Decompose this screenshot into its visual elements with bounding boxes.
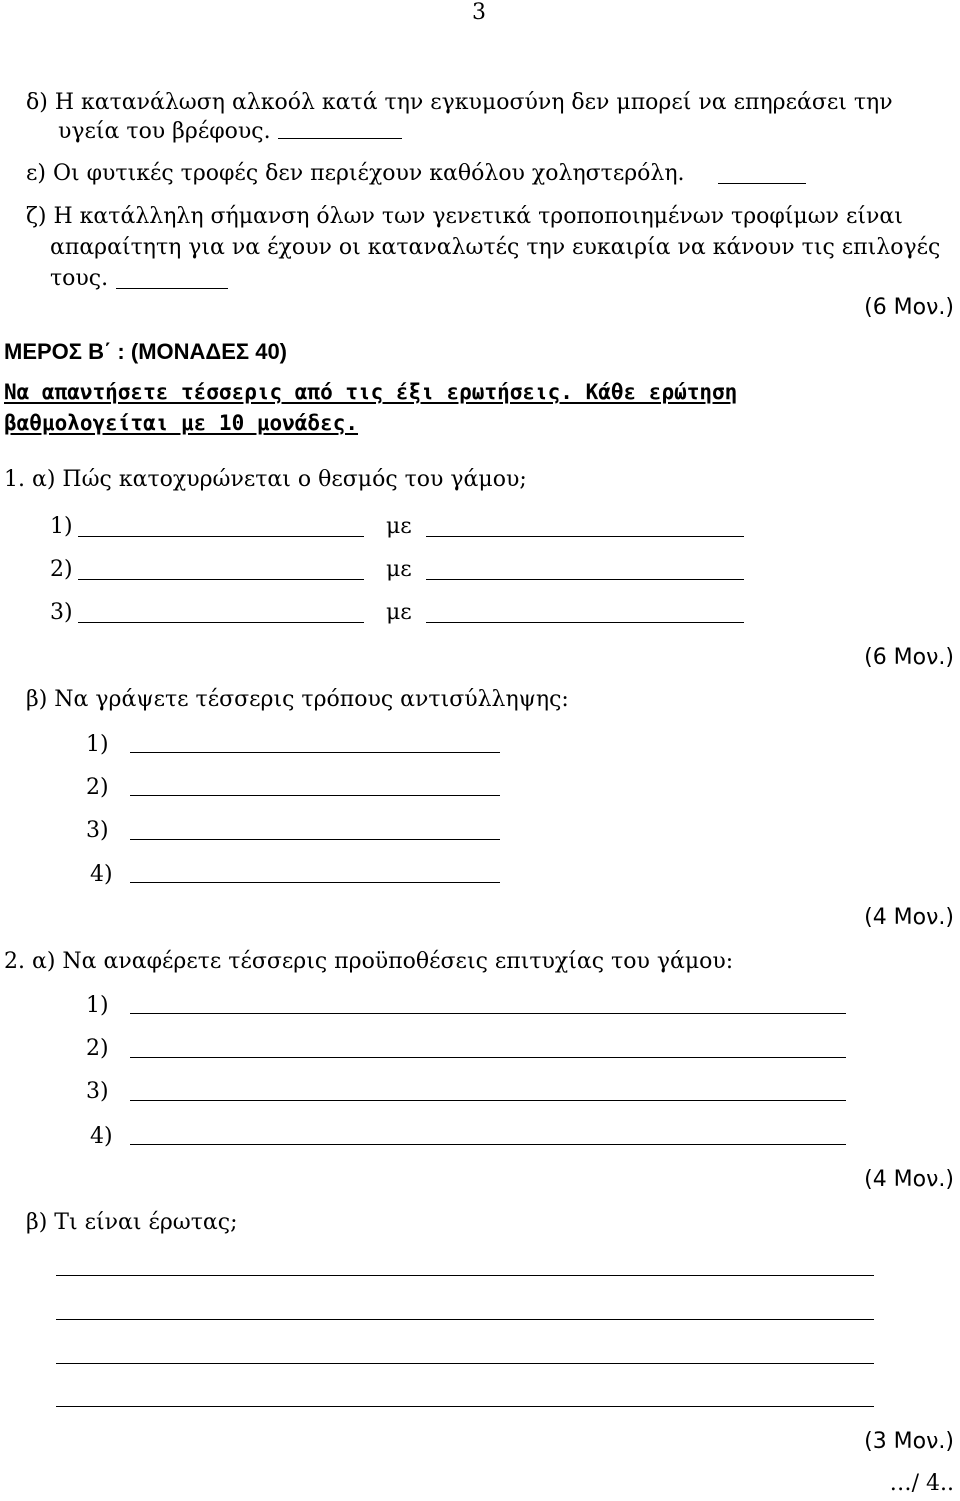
part-b-title: ΜΕΡΟΣ Β΄ : (ΜΟΝΑΔΕΣ 40) (4, 339, 288, 364)
q2b-answer-line-3[interactable] (56, 1363, 874, 1364)
part-b-instruction-line1: Να απαντήσετε τέσσερις από τις έξι ερωτήσεις. Κάθε ερώτηση (4, 380, 738, 404)
q2a-item4-blank[interactable] (130, 1144, 846, 1145)
q1a-item2-blank-left[interactable] (78, 579, 364, 580)
statement-d-line2: υγεία του βρέφους. (58, 119, 271, 144)
marks-q2b: (3 Μον.) (864, 1429, 954, 1454)
q1b-item1-blank[interactable] (130, 752, 500, 753)
q2b-answer-line-1[interactable] (56, 1275, 874, 1276)
statement-z-line2: απαραίτητη για να έχουν οι καταναλωτές την ευκαιρία να κάνουν τις επιλογές (50, 235, 941, 260)
q2b-answer-line-2[interactable] (56, 1319, 874, 1320)
statement-z-line3: τους. (50, 266, 109, 291)
statement-d-line1: δ) Η κατανάλωση αλκοόλ κατά την εγκυμοσύνη δεν μπορεί να επηρεάσει την (26, 90, 893, 115)
q1b-item2-blank[interactable] (130, 795, 500, 796)
q1a-item-label: 2) (50, 557, 73, 582)
q2a-item-label: 1) (86, 993, 109, 1018)
statement-e-answer-blank[interactable] (718, 183, 806, 184)
q2a-item2-blank[interactable] (130, 1057, 846, 1058)
statement-z-line1: ζ) Η κατάλληλη σήμανση όλων των γενετικά τροποποιημένων τροφίμων είναι (26, 204, 903, 229)
q1b-item-label: 4) (90, 862, 113, 887)
q2a-item-label: 3) (86, 1079, 109, 1104)
q1a-item-connector: με (386, 600, 412, 625)
q2a-item-label: 4) (90, 1124, 113, 1149)
statement-e-line1: ε) Οι φυτικές τροφές δεν περιέχουν καθόλου χοληστερόλη. (26, 161, 685, 186)
q1a-item-connector: με (386, 514, 412, 539)
q2a-item-label: 2) (86, 1036, 109, 1061)
q1b-item-label: 1) (86, 732, 109, 757)
continue-page-footer: …/ 4.. (889, 1471, 954, 1496)
q1a-item-label: 3) (50, 600, 73, 625)
q1b-item4-blank[interactable] (130, 882, 500, 883)
q2a-item1-blank[interactable] (130, 1013, 846, 1014)
marks-q2a: (4 Μον.) (864, 1167, 954, 1192)
marks-q1b: (4 Μον.) (864, 905, 954, 930)
q2a-prompt: 2. α) Να αναφέρετε τέσσερις προϋποθέσεις επιτυχίας του γάμου: (4, 949, 734, 974)
q2b-prompt: β) Τι είναι έρωτας; (26, 1210, 238, 1235)
page-number: 3 (472, 0, 486, 25)
q1b-item3-blank[interactable] (130, 839, 500, 840)
q1a-prompt: 1. α) Πώς κατοχυρώνεται ο θεσμός του γάμου; (4, 467, 527, 492)
q1a-item-label: 1) (50, 514, 73, 539)
q1b-item-label: 2) (86, 775, 109, 800)
q2a-item3-blank[interactable] (130, 1100, 846, 1101)
q1b-prompt: β) Να γράψετε τέσσερις τρόπους αντισύλληψης: (26, 687, 569, 712)
q1a-item1-blank-left[interactable] (78, 536, 364, 537)
part-b-instruction-line2: βαθμολογείται με 10 μονάδες. (4, 411, 359, 435)
marks-q1a: (6 Μον.) (864, 645, 954, 670)
q1a-item2-blank-right[interactable] (426, 579, 744, 580)
q1a-item1-blank-right[interactable] (426, 536, 744, 537)
marks-part-a: (6 Μον.) (864, 295, 954, 320)
statement-z-answer-blank[interactable] (116, 288, 228, 289)
q1a-item-connector: με (386, 557, 412, 582)
q1a-item3-blank-right[interactable] (426, 622, 744, 623)
q2b-answer-line-4[interactable] (56, 1406, 874, 1407)
q1a-item3-blank-left[interactable] (78, 622, 364, 623)
statement-d-answer-blank[interactable] (278, 138, 402, 139)
q1b-item-label: 3) (86, 818, 109, 843)
